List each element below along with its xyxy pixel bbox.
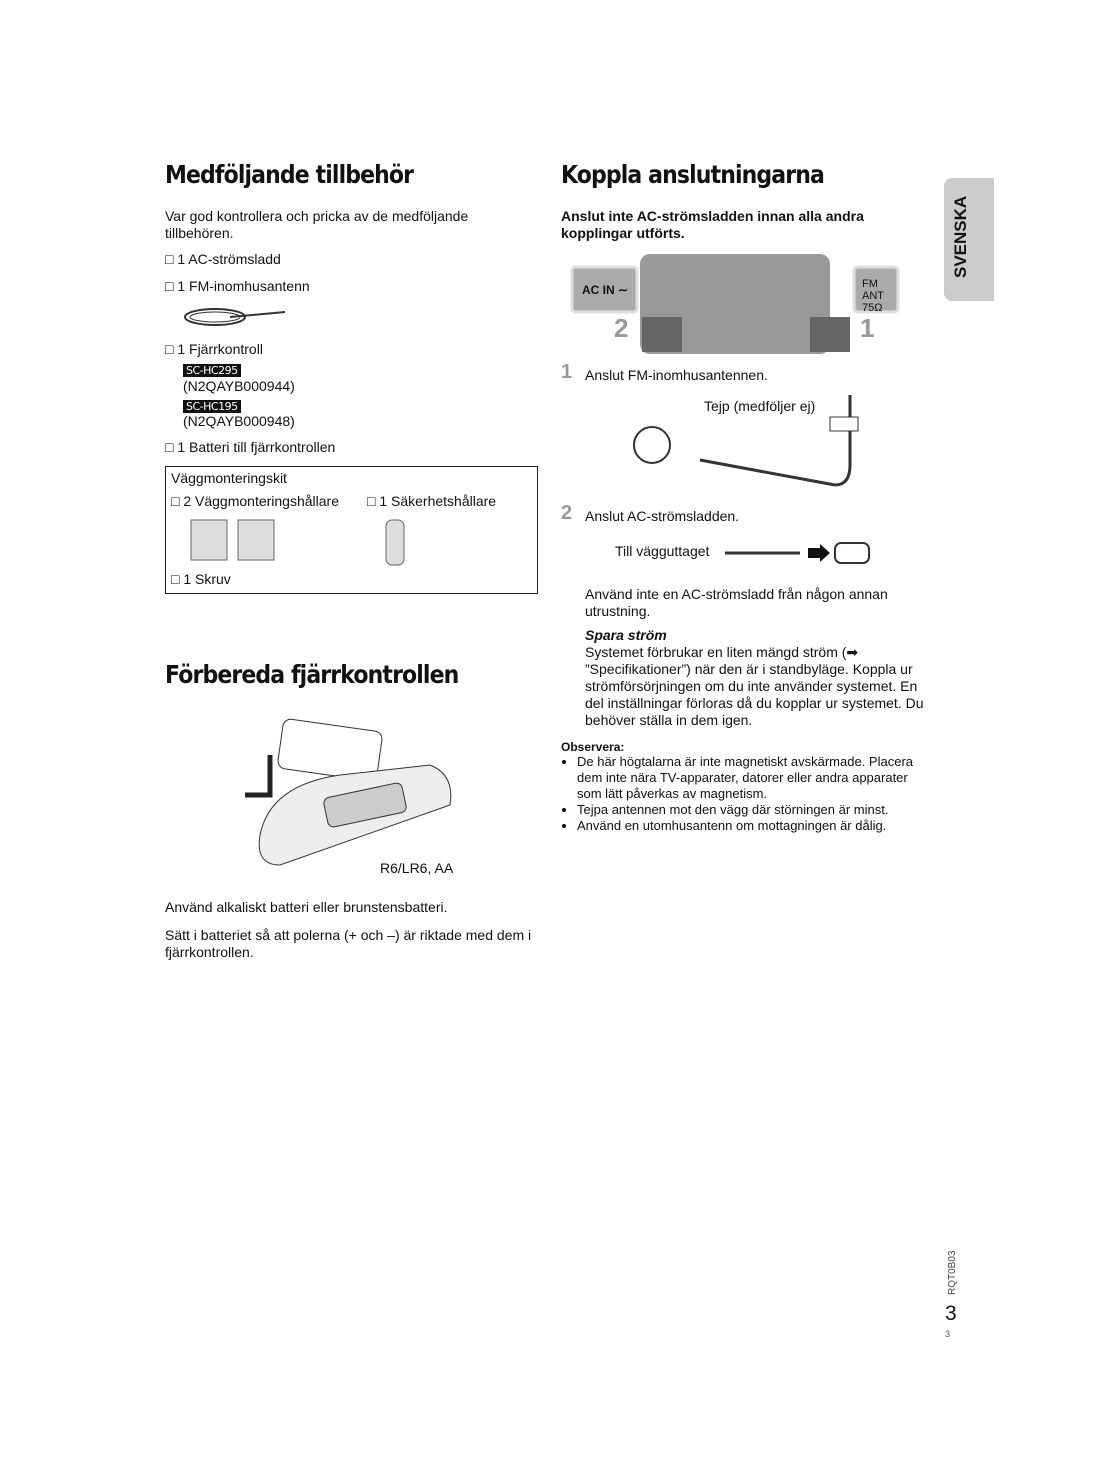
remote-text: Sätt i batteriet så att polerna (+ och –) är riktade med dem i fjärrkontrollen. <box>165 927 532 960</box>
bracket-illustration <box>186 515 286 563</box>
remote-battery-illustration <box>240 715 470 875</box>
antenna-illustration <box>180 302 290 332</box>
callout-2: 2 <box>614 313 629 343</box>
page-number-small: 3 <box>945 1329 951 1339</box>
observe-item: • Tejpa antennen mot den vägg där störningen är minst. <box>577 802 927 818</box>
connections-title: Koppla anslutningarna <box>561 160 824 189</box>
tape-label: Tejp (medföljer ej) <box>704 398 816 414</box>
page-number: 3 <box>945 1302 957 1325</box>
remote-text: Använd alkaliskt batteri eller brunstensbatteri. <box>165 899 448 915</box>
step-number: 1 <box>561 361 573 383</box>
save-power-title: Spara ström <box>585 627 667 643</box>
kit-item: □ 1 Säkerhetshållare <box>367 493 497 509</box>
accessory-item: □ 1 AC-strömsladd <box>165 251 281 267</box>
save-power-text: Systemet förbrukar en liten mängd ström (➡ ”Specifikationer”) när den är i standbyläge. Koppla ur strömförsörjningen om du inte använder systemet. En del inställningar förloras då du kopplar ur systemet. Du behöver ställa in dem igen. <box>585 644 924 728</box>
language-tab-label: SVENSKA <box>951 195 970 278</box>
callout-1: 1 <box>860 313 875 343</box>
fm-ant-label: FM ANT 75Ω <box>862 278 884 314</box>
safety-holder-illustration <box>376 515 416 571</box>
outlet-label: Till vägguttaget <box>615 543 710 559</box>
step-text: Anslut FM-inomhusantennen. <box>585 367 768 383</box>
model-code: (N2QAYB000948) <box>183 413 295 429</box>
kit-item: □ 2 Väggmonteringshållare <box>171 493 339 509</box>
observe-list <box>561 754 927 834</box>
model-tag: SC-HC195 <box>183 400 241 413</box>
wall-mount-kit-box <box>165 466 538 594</box>
note-text: Använd inte en AC-strömsladd från någon annan utrustning. <box>585 586 888 619</box>
kit-item: □ 1 Skruv <box>171 571 231 587</box>
language-tab <box>944 178 994 301</box>
kit-title: Väggmonteringskit <box>171 470 287 486</box>
remote-title: Förbereda fjärrkontrollen <box>165 660 459 689</box>
accessory-item: □ 1 Batteri till fjärrkontrollen <box>165 439 336 455</box>
observe-item: • Använd en utomhusantenn om mottagningen är dålig. <box>577 818 927 834</box>
battery-label: R6/LR6, AA <box>380 860 454 876</box>
doc-code: RQT0B03 <box>947 1250 958 1295</box>
ac-in-label: AC IN ∼ <box>582 283 629 297</box>
power-cord-illustration <box>720 540 870 566</box>
connections-warning: Anslut inte AC-strömsladden innan alla andra kopplingar utförts. <box>561 208 864 241</box>
antenna-connection-illustration <box>630 395 870 495</box>
accessories-title: Medföljande tillbehör <box>165 160 414 189</box>
model-code: (N2QAYB000944) <box>183 378 295 394</box>
observe-title: Observera: <box>561 740 625 754</box>
step-text: Anslut AC-strömsladden. <box>585 508 740 524</box>
model-tag: SC-HC295 <box>183 364 241 377</box>
accessory-item: □ 1 FM-inomhusantenn <box>165 278 310 294</box>
observe-item: • De här högtalarna är inte magnetiskt avskärmade. Placera dem inte nära TV-apparater, datorer eller andra apparater som lätt påverkas av magnetism. <box>577 754 927 802</box>
accessory-item: □ 1 Fjärrkontroll <box>165 341 263 357</box>
accessories-intro: Var god kontrollera och pricka av de medföljande tillbehören. <box>165 208 469 241</box>
step-number: 2 <box>561 502 573 524</box>
